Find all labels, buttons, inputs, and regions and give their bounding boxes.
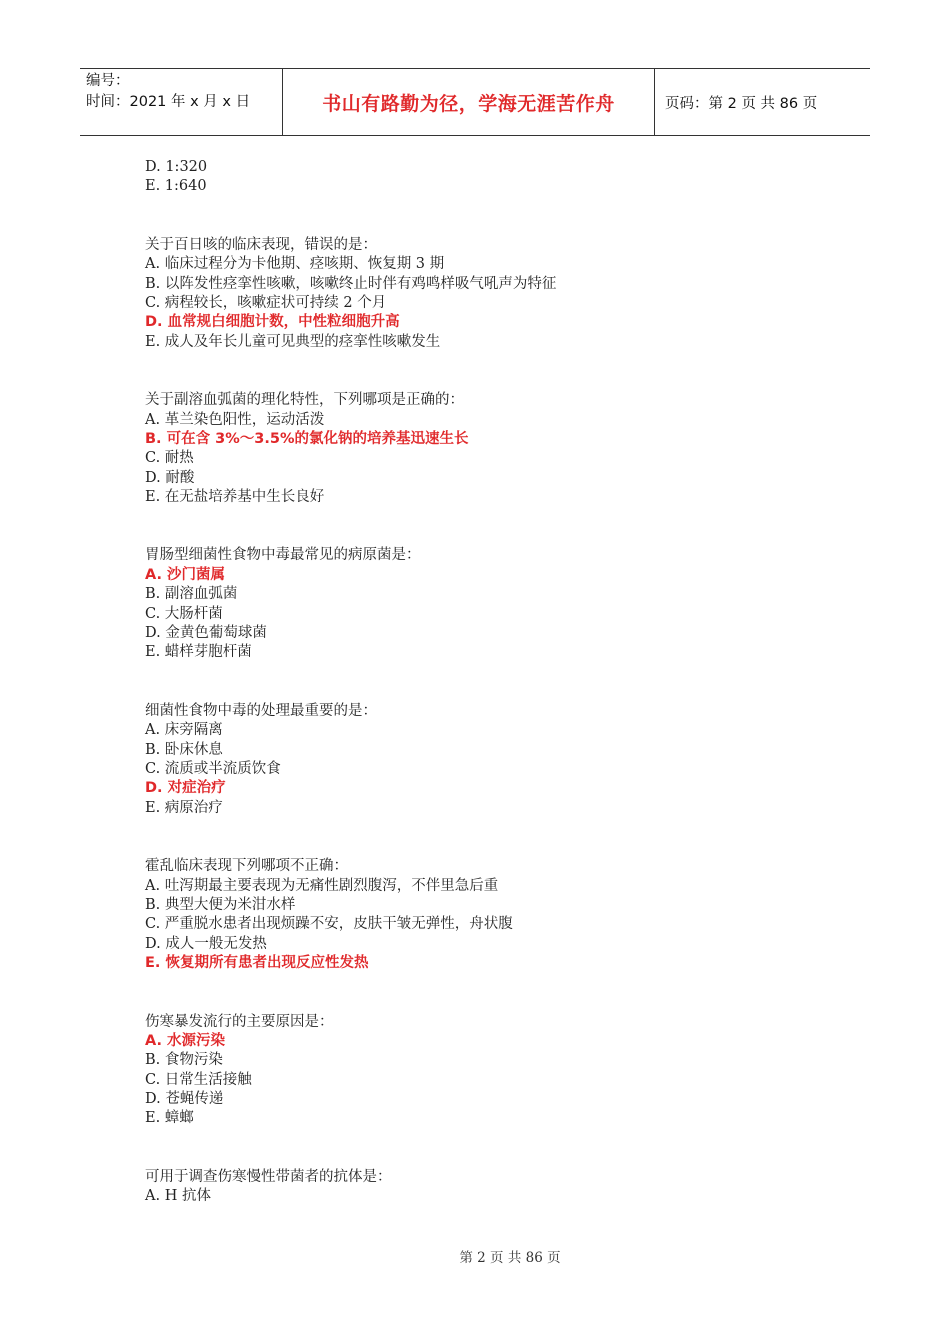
- option-item: B. 食物污染: [145, 1052, 223, 1069]
- option-item: E. 成人及年长儿童可见典型的痉挛性咳嗽发生: [145, 333, 441, 350]
- page-header: [80, 68, 870, 136]
- option-item: C. 大肠杆菌: [145, 605, 223, 622]
- question-content: [145, 158, 845, 1207]
- option-item: C. 耐热: [145, 450, 194, 467]
- option-item: E. 蟑螂: [145, 1110, 194, 1127]
- question-stem: 关于百日咳的临床表现，错误的是：: [145, 236, 377, 253]
- option-item: E. 1:640: [145, 178, 207, 195]
- option-item: A. H 抗体: [145, 1188, 211, 1205]
- option-item: D. 1:320: [145, 159, 208, 175]
- question-stem: 胃肠型细菌性食物中毒最常见的病原菌是：: [145, 547, 421, 564]
- option-item: B. 典型大便为米泔水样: [145, 896, 296, 913]
- header-motto: 书山有路勤为径，学海无涯苦作舟: [282, 69, 655, 135]
- option-item: D. 成人一般无发热: [145, 935, 267, 952]
- option-item: B. 卧床休息: [145, 741, 223, 758]
- option-item: C. 流质或半流质饮食: [145, 760, 281, 777]
- section-spacer: [145, 974, 845, 1013]
- header-page-info: 页码：第 2 页 共 86 页: [665, 95, 818, 112]
- section-spacer: [145, 507, 845, 546]
- option-item: B. 副溶血弧菌: [145, 586, 238, 603]
- section-spacer: [145, 663, 845, 702]
- header-meta: [80, 69, 282, 135]
- question-stem: 霍乱临床表现下列哪项不正确：: [145, 858, 348, 875]
- document-number-label: 编号：: [86, 73, 130, 89]
- section-spacer: [145, 1129, 845, 1168]
- question-stem: 关于副溶血弧菌的理化特性，下列哪项是正确的：: [145, 392, 464, 409]
- option-item: A. 革兰染色阳性，运动活泼: [145, 411, 325, 428]
- section-spacer: [145, 352, 845, 391]
- option-item: E. 蜡样芽胞杆菌: [145, 644, 252, 661]
- question-stem: 伤寒暴发流行的主要原因是：: [145, 1013, 334, 1030]
- option-item: D. 金黄色葡萄球菌: [145, 625, 267, 642]
- answer-option: A. 沙门菌属: [145, 566, 226, 583]
- answer-option: D. 对症治疗: [145, 780, 226, 797]
- option-item: D. 耐酸: [145, 469, 195, 486]
- question-stem: 可用于调查伤寒慢性带菌者的抗体是：: [145, 1168, 392, 1185]
- page-footer: 第 2 页 共 86 页: [459, 1250, 561, 1266]
- answer-option: A. 水源污染: [145, 1032, 226, 1049]
- section-spacer: [145, 818, 845, 857]
- answer-option: B. 可在含 3%～3.5%的氯化钠的培养基迅速生长: [145, 430, 469, 447]
- option-item: A. 床旁隔离: [145, 722, 223, 739]
- option-item: C. 日常生活接触: [145, 1071, 252, 1088]
- option-item: D. 苍蝇传递: [145, 1091, 224, 1108]
- option-item: E. 在无盐培养基中生长良好: [145, 489, 325, 506]
- section-spacer: [145, 197, 845, 236]
- option-item: E. 病原治疗: [145, 799, 223, 816]
- option-item: C. 严重脱水患者出现烦躁不安，皮肤干皱无弹性，舟状腹: [145, 916, 513, 933]
- option-item: B. 以阵发性痉挛性咳嗽，咳嗽终止时伴有鸡鸣样吸气吼声为特征: [145, 275, 557, 292]
- question-stem: 细菌性食物中毒的处理最重要的是：: [145, 702, 377, 719]
- answer-option: E. 恢复期所有患者出现反应性发热: [145, 955, 369, 972]
- answer-option: D. 血常规白细胞计数，中性粒细胞升高: [145, 314, 400, 331]
- option-item: A. 吐泻期最主要表现为无痛性剧烈腹泻，不伴里急后重: [145, 877, 499, 894]
- document-time-label: 时间：2021 年 x 月 x 日: [86, 94, 251, 110]
- option-item: A. 临床过程分为卡他期、痉咳期、恢复期 3 期: [145, 256, 445, 273]
- option-item: C. 病程较长，咳嗽症状可持续 2 个月: [145, 294, 387, 311]
